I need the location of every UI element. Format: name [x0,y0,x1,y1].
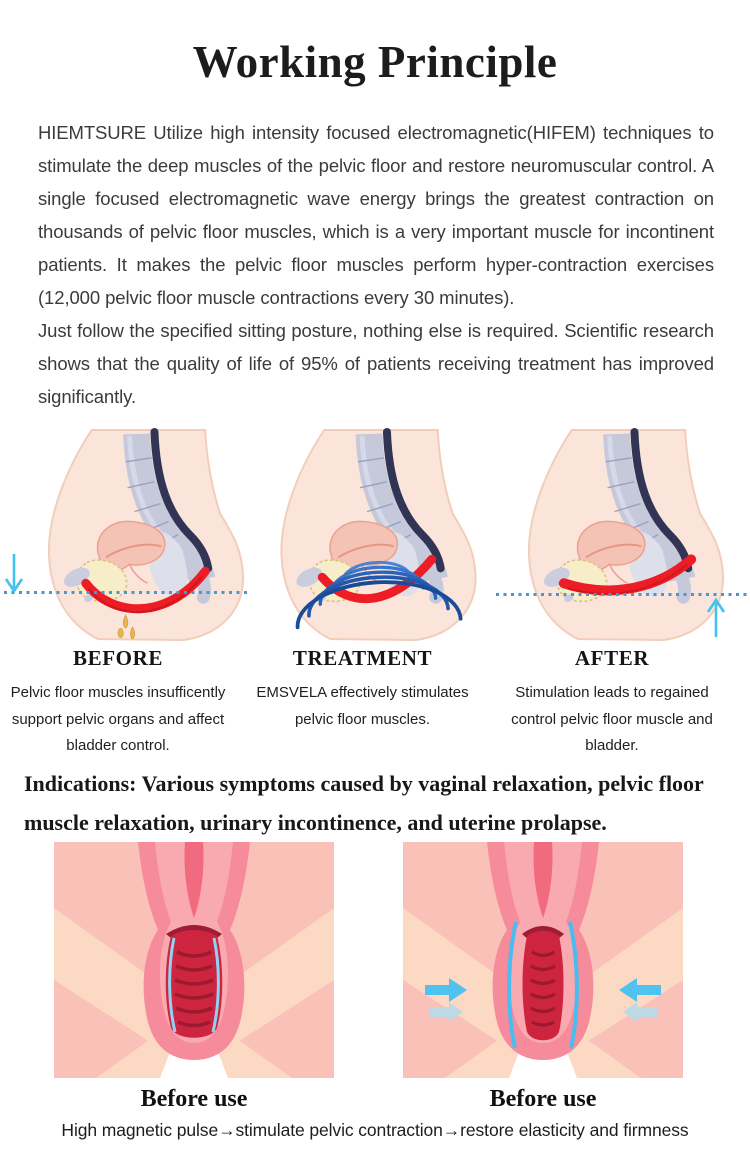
stage-label-treatment: TREATMENT [292,646,433,670]
stage-caption-treatment [250,646,475,733]
before-use-right-illustration [403,842,683,1078]
page-title: Working Principle [192,37,558,87]
working-figures-row [0,427,750,643]
stage-desc-line: support pelvic organs and affect [11,710,225,728]
comparison-label-left: Before use [140,1086,248,1112]
comparison-figures-row [0,842,750,1078]
stage-desc-line: Stimulation leads to regained [515,684,709,701]
treatment-pelvis-illustration [261,428,495,641]
comparison-label-right: Before use [489,1086,597,1112]
stage-desc-line: bladder. [585,737,639,754]
stage-label-before: BEFORE [73,646,163,670]
dotted-level-line-left [4,591,247,594]
before-pelvis-illustration [33,428,258,641]
stage-desc-line: control pelvic floor muscle and [511,710,713,728]
stage-label-after: AFTER [574,646,650,670]
stage-desc-line: pelvic floor muscles. [294,710,431,728]
before-use-left-illustration [53,842,335,1078]
indications-line-1: Indications: Various symptoms caused by vaginal relaxation, pelvic floor [24,771,704,796]
down-arrow-icon [2,552,26,596]
stage-caption-after [500,646,724,760]
footer-note: High magnetic pulse→stimulate pelvic contraction→restore elasticity and firmness [61,1120,689,1140]
intro-paragraph-1: HIEMTSURE Utilize high intensity focused electromagnetic(HIFEM) techniques to stimulate the deep muscles of the pelvic floor and restore neuromuscular control. A single focused electromagnetic wave energy brings the greatest contraction on thousands of pelvic floor muscles, which is a very important muscle for incontinent patients. It makes the pelvic floor muscles perform hyper-contraction exercises (12,000 pelvic floor muscle contractions every 30 minutes). [38,122,714,308]
indications-heading [24,764,740,842]
intro-paragraph-2: Just follow the specified sitting posture, nothing else is required. Scientific research shows that the quality of life of 95% of patients receiving treatment has improved significantly. [38,320,714,407]
intro-text-block [38,116,714,413]
stage-desc-line: EMSVELA effectively stimulates [256,684,469,701]
stage-caption-before [8,646,228,760]
stage-desc-line: Pelvic floor muscles insufficently [10,684,226,701]
indications-line-2: muscle relaxation, urinary incontinence, and uterine prolapse. [24,810,607,835]
stage-desc-line: bladder control. [66,737,170,754]
up-arrow-icon [704,595,728,640]
